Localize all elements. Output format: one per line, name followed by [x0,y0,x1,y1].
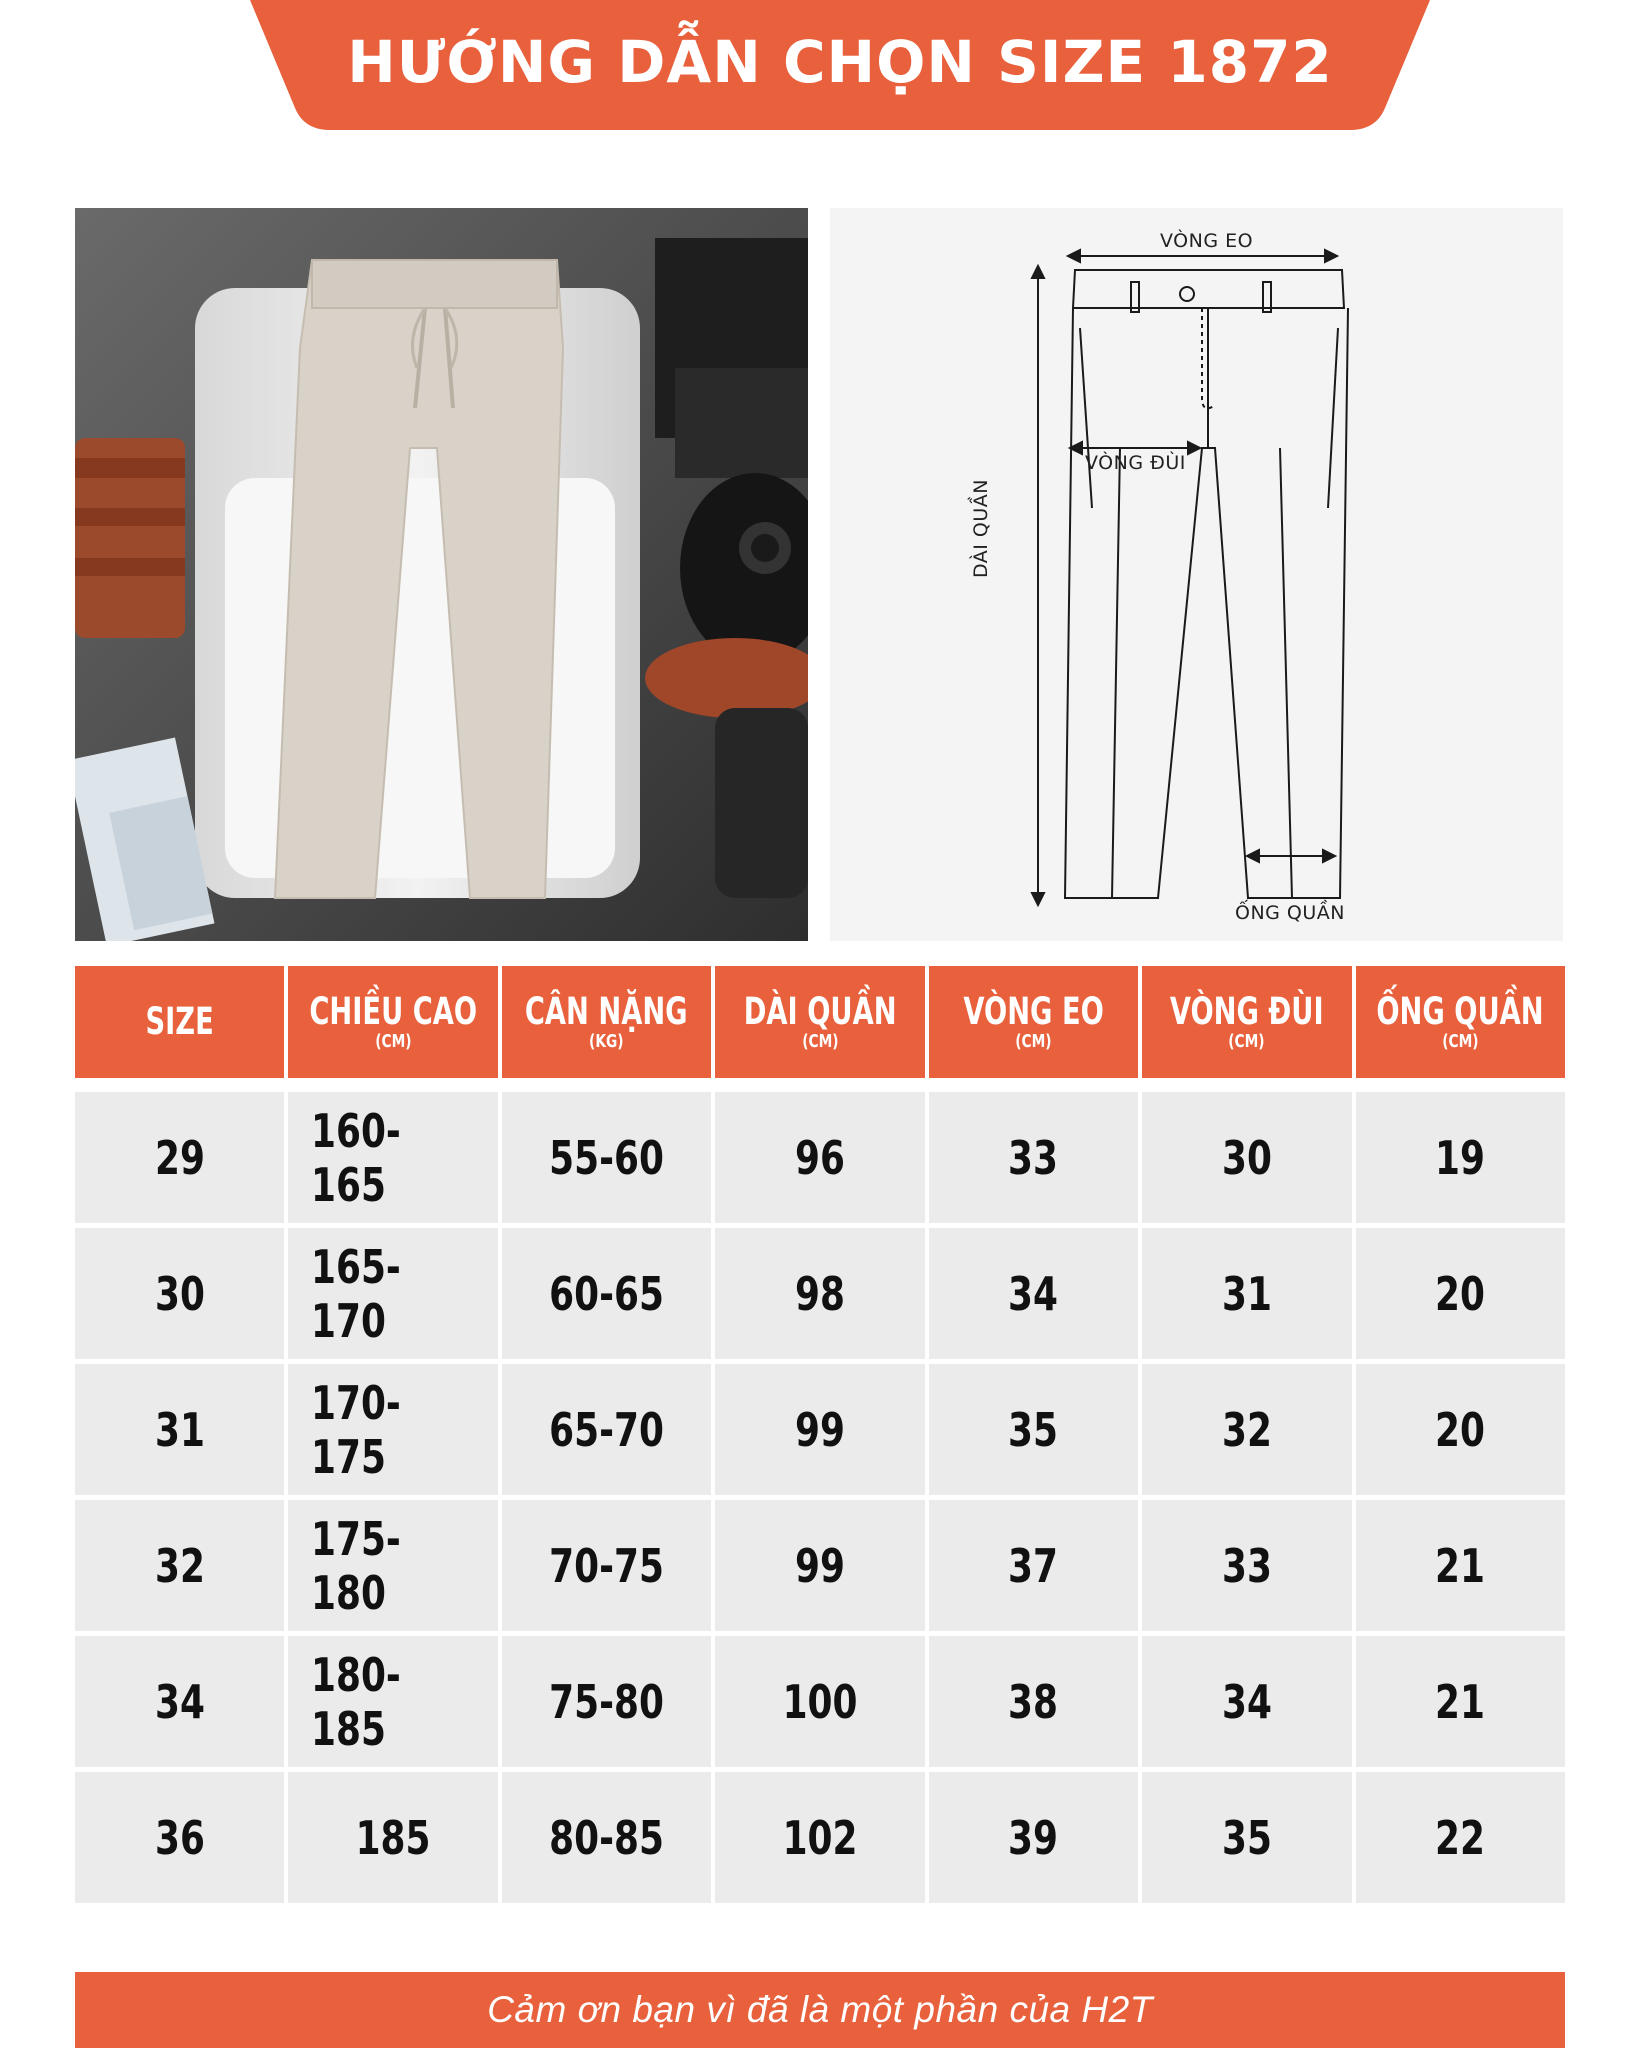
table-row [75,1500,1565,1631]
cell-value: 32 [154,1538,205,1593]
table-cell [502,1228,711,1359]
cell-value: 160-165 [311,1103,402,1212]
table-cell [288,1228,497,1359]
column-header-waist [929,966,1138,1078]
table-cell [1142,1092,1351,1223]
table-row [75,1364,1565,1495]
table-cell [1142,1364,1351,1495]
table-cell [502,1092,711,1223]
table-cell [929,1772,1138,1903]
cell-value: 19 [1435,1130,1486,1185]
cell-value: 22 [1435,1810,1486,1865]
table-cell [75,1500,284,1631]
column-header-leg-opening [1356,966,1565,1078]
thigh-label: VÒNG ĐÙI [1085,452,1186,474]
cell-value: 99 [795,1402,845,1457]
footer-text: Cảm ơn bạn vì đã là một phần của H2T [487,1989,1153,2030]
table-cell [502,1364,711,1495]
table-cell [75,1228,284,1359]
cell-value: 180-185 [311,1647,402,1756]
cell-value: 20 [1435,1402,1486,1457]
table-cell [715,1500,924,1631]
table-cell [502,1636,711,1767]
table-body [75,1092,1565,1903]
cell-value: 20 [1435,1266,1486,1321]
cell-value: 98 [795,1266,845,1321]
table-cell [1142,1772,1351,1903]
table-cell [715,1092,924,1223]
cell-value: 36 [154,1810,205,1865]
cell-value: 80-85 [549,1810,664,1865]
column-header-size [75,966,284,1078]
measurement-diagram [830,208,1563,941]
table-row [75,1772,1565,1903]
cell-value: 185 [355,1810,431,1865]
table-cell [1142,1636,1351,1767]
table-cell [1356,1092,1565,1223]
cell-value: 37 [1008,1538,1059,1593]
page-title: HƯỚNG DẪN CHỌN SIZE 1872 [347,28,1333,96]
table-cell [929,1500,1138,1631]
leg-opening-label: ỐNG QUẦN [1235,902,1346,924]
table-cell [715,1228,924,1359]
table-cell [502,1772,711,1903]
table-cell [929,1228,1138,1359]
header-label: DÀI QUẦN [743,989,897,1033]
header-unit: (CM) [1228,1030,1266,1052]
column-header-length [715,966,924,1078]
cell-value: 55-60 [549,1130,664,1185]
waist-label: VÒNG EO [1160,230,1254,252]
table-row [75,1092,1565,1223]
table-cell [1356,1364,1565,1495]
table-cell [1356,1500,1565,1631]
cell-value: 34 [1008,1266,1059,1321]
table-cell [502,1500,711,1631]
table-cell [288,1772,497,1903]
table-cell [929,1364,1138,1495]
cell-value: 30 [1221,1130,1272,1185]
cell-value: 175-180 [311,1511,402,1620]
cell-value: 170-175 [311,1375,402,1484]
table-cell [929,1092,1138,1223]
header-label: CÂN NẶNG [525,989,688,1033]
table-cell [75,1636,284,1767]
header-label: VÒNG ĐÙI [1169,989,1324,1033]
table-cell [715,1364,924,1495]
cell-value: 30 [154,1266,205,1321]
cell-value: 31 [154,1402,205,1457]
table-cell [288,1092,497,1223]
table-cell [1356,1636,1565,1767]
table-cell [1356,1228,1565,1359]
cell-value: 96 [795,1130,845,1185]
size-table [75,966,1565,1908]
header-label: CHIỀU CAO [309,989,477,1033]
cell-value: 38 [1008,1674,1059,1729]
pants-outline-diagram [830,208,1563,941]
table-cell [288,1636,497,1767]
table-row [75,1636,1565,1767]
cell-value: 21 [1435,1538,1486,1593]
table-cell [1142,1500,1351,1631]
product-photo [75,208,808,941]
cell-value: 34 [154,1674,205,1729]
footer-banner [75,1972,1565,2048]
cell-value: 165-170 [311,1239,402,1348]
cell-value: 39 [1008,1810,1059,1865]
table-cell [75,1364,284,1495]
cell-value: 100 [782,1674,858,1729]
table-cell [1142,1228,1351,1359]
title-banner [250,0,1430,130]
cell-value: 70-75 [549,1538,664,1593]
column-header-height [288,966,497,1078]
cell-value: 35 [1008,1402,1059,1457]
table-cell [715,1772,924,1903]
table-cell [288,1500,497,1631]
table-cell [75,1092,284,1223]
header-label: SIZE [145,999,214,1043]
cell-value: 35 [1221,1810,1272,1865]
header-unit: (CM) [374,1030,412,1052]
cell-value: 99 [795,1538,845,1593]
table-cell [75,1772,284,1903]
header-unit: (CM) [1442,1030,1479,1052]
cell-value: 29 [154,1130,205,1185]
header-unit: (CM) [1015,1030,1052,1052]
cell-value: 102 [782,1810,858,1865]
cell-value: 34 [1221,1674,1272,1729]
cell-value: 33 [1008,1130,1059,1185]
cell-value: 32 [1221,1402,1272,1457]
header-label: VÒNG EO [963,989,1104,1033]
table-cell [929,1636,1138,1767]
length-label: DÀI QUẦN [970,478,992,578]
table-cell [715,1636,924,1767]
table-cell [1356,1772,1565,1903]
table-header [75,966,1565,1078]
table-cell [288,1364,497,1495]
header-unit: (KG) [589,1030,624,1052]
cell-value: 60-65 [549,1266,664,1321]
column-header-thigh [1142,966,1351,1078]
header-unit: (CM) [801,1030,839,1052]
cell-value: 65-70 [549,1402,664,1457]
cell-value: 75-80 [549,1674,664,1729]
column-header-weight [502,966,711,1078]
cell-value: 31 [1221,1266,1272,1321]
table-row [75,1228,1565,1359]
cell-value: 33 [1221,1538,1272,1593]
header-label: ỐNG QUẦN [1376,989,1544,1033]
cell-value: 21 [1435,1674,1486,1729]
